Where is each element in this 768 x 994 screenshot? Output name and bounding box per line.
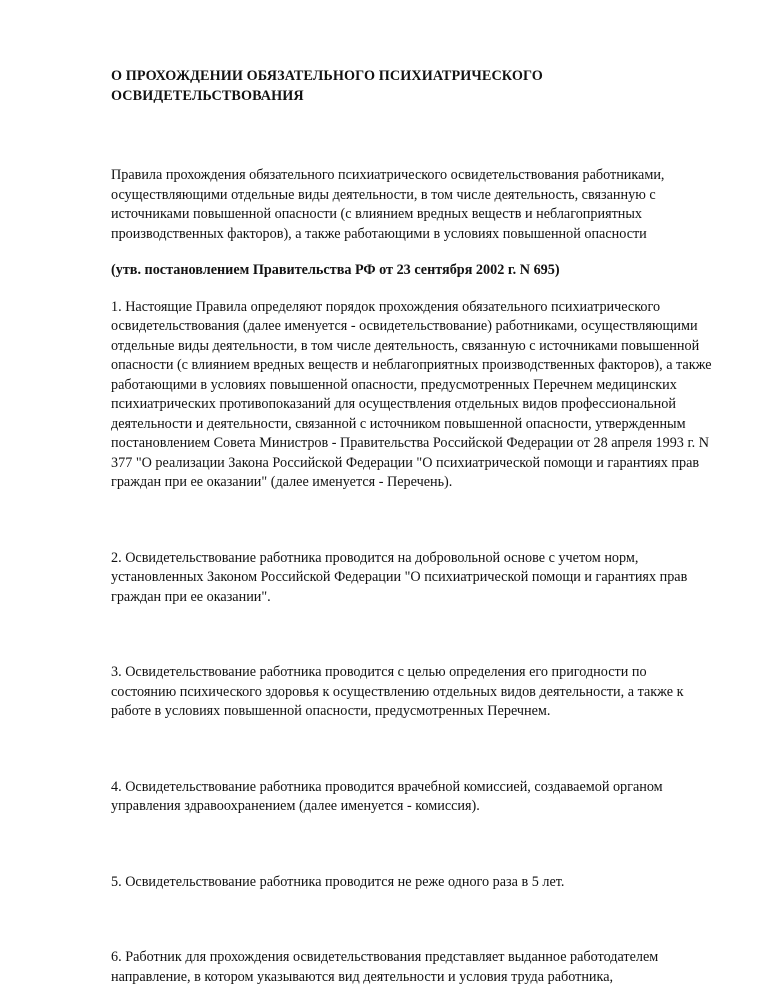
- paragraph-1: 1. Настоящие Правила определяют порядок прохождения обязательного психиатрического освидетельствования (далее именуется - освидетельствование) работниками, осуществляющими отдельные виды деятельности, в том числе деятельность, связанную с источниками повышенной опасности (с влиянием вредных веществ и неблагоприятных производственных факторов), а также работающими в условиях повышенной опасности, предусмотренных Перечнем медицинских психиатрических противопоказаний для осуществления отдельных видов профессиональной деятельности и деятельности, связанной с источником повышенной опасности, утвержденным постановлением Совета Министров - Правительства Российской Федерации от 28 апреля 1993 г. N 377 "О реализации Закона Российской Федерации "О психиатрической помощи и гарантиях прав граждан при ее оказании" (далее именуется - Перечень).: [111, 298, 712, 490]
- paragraph-4: 4. Освидетельствование работника проводится врачебной комиссией, создаваемой органом управления здравоохранением (далее именуется - комиссия).: [111, 778, 663, 814]
- paragraph-3: 3. Освидетельствование работника проводится с целью определения его пригодности по состоянию психического здоровья к осуществлению отдельных видов деятельности, а также к работе в условиях повышенной опасности, предусмотренных Перечнем.: [111, 664, 684, 719]
- paragraph-5: 5. Освидетельствование работника проводится не реже одного раза в 5 лет.: [111, 873, 565, 890]
- title-line-1: О ПРОХОЖДЕНИИ ОБЯЗАТЕЛЬНОГО ПСИХИАТРИЧЕСКОГО: [111, 68, 543, 84]
- document-page: [111, 66, 715, 987]
- rules-subtitle: Правила прохождения обязательного психиатрического освидетельствования работниками, осуществляющими отдельные виды деятельности, в том числе деятельность, связанную с источниками повышенной опасности (с влиянием вредных веществ и неблагоприятных производственных факторов), а также работающими в условиях повышенной опасности: [111, 167, 665, 242]
- title-line-2: ОСВИДЕТЕЛЬСТВОВАНИЯ: [111, 88, 304, 104]
- approval-note: (утв. постановлением Правительства РФ от 23 сентября 2002 г. N 695): [111, 262, 560, 278]
- paragraph-6: 6. Работник для прохождения освидетельствования представляет выданное работодателем направление, в котором указываются вид деятельности и условия труда работника,: [111, 949, 659, 985]
- document-title: [111, 66, 715, 106]
- paragraph-2: 2. Освидетельствование работника проводится на добровольной основе с учетом норм, установленных Законом Российской Федерации "О психиатрической помощи и гарантиях прав граждан при ее оказании".: [111, 549, 688, 605]
